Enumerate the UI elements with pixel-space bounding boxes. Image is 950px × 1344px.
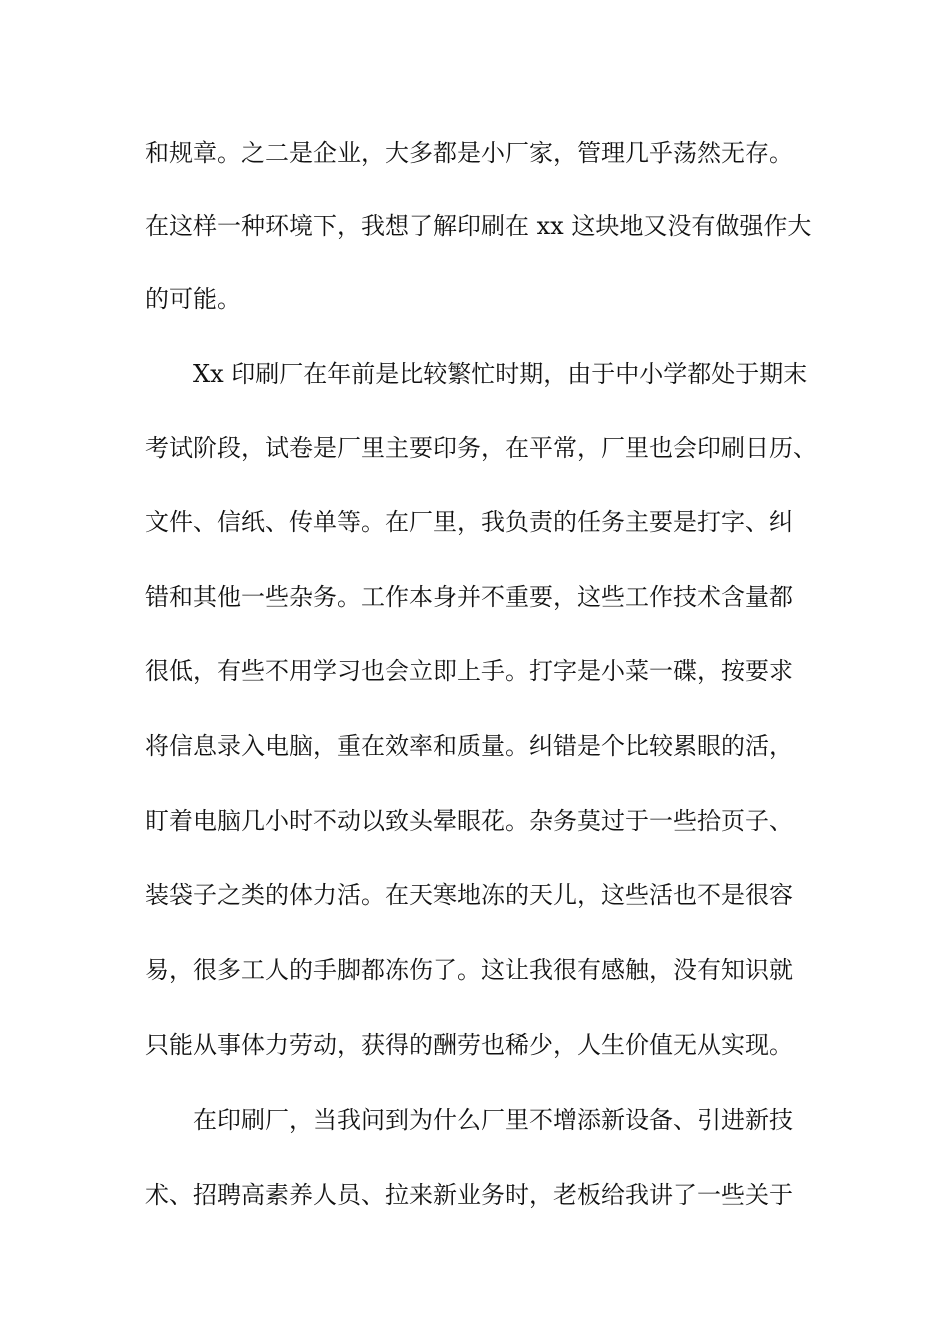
text-line: 和规章。之二是企业，大多都是小厂家，管理几乎荡然无存。: [145, 139, 793, 167]
text-line: 装袋子之类的体力活。在天寒地冻的天儿，这些活也不是很容: [145, 881, 793, 909]
text-line: 在这样一种环境下，我想了解印刷在 xx 这块地又没有做强作大: [145, 212, 812, 240]
text-line: 术、招聘高素养人员、拉来新业务时，老板给我讲了一些关于: [145, 1181, 793, 1209]
text-line: 考试阶段，试卷是厂里主要印务，在平常，厂里也会印刷日历、: [145, 434, 817, 462]
text-line: 的可能。: [145, 285, 241, 313]
text-line: 很低，有些不用学习也会立即上手。打字是小菜一碟，按要求: [145, 657, 793, 685]
text-line: 将信息录入电脑，重在效率和质量。纠错是个比较累眼的活，: [145, 732, 793, 760]
text-line: 易，很多工人的手脚都冻伤了。这让我很有感触，没有知识就: [145, 956, 793, 984]
paragraph-first-line: Xx 印刷厂在年前是比较繁忙时期，由于中小学都处于期末: [193, 360, 808, 388]
text-line: 只能从事体力劳动，获得的酬劳也稀少，人生价值无从实现。: [145, 1031, 793, 1059]
paragraph-first-line: 在印刷厂，当我问到为什么厂里不增添新设备、引进新技: [193, 1106, 793, 1134]
text-line: 盯着电脑几小时不动以致头晕眼花。杂务莫过于一些拾页子、: [145, 807, 793, 835]
text-line: 错和其他一些杂务。工作本身并不重要，这些工作技术含量都: [145, 583, 793, 611]
text-line: 文件、信纸、传单等。在厂里，我负责的任务主要是打字、纠: [145, 508, 793, 536]
